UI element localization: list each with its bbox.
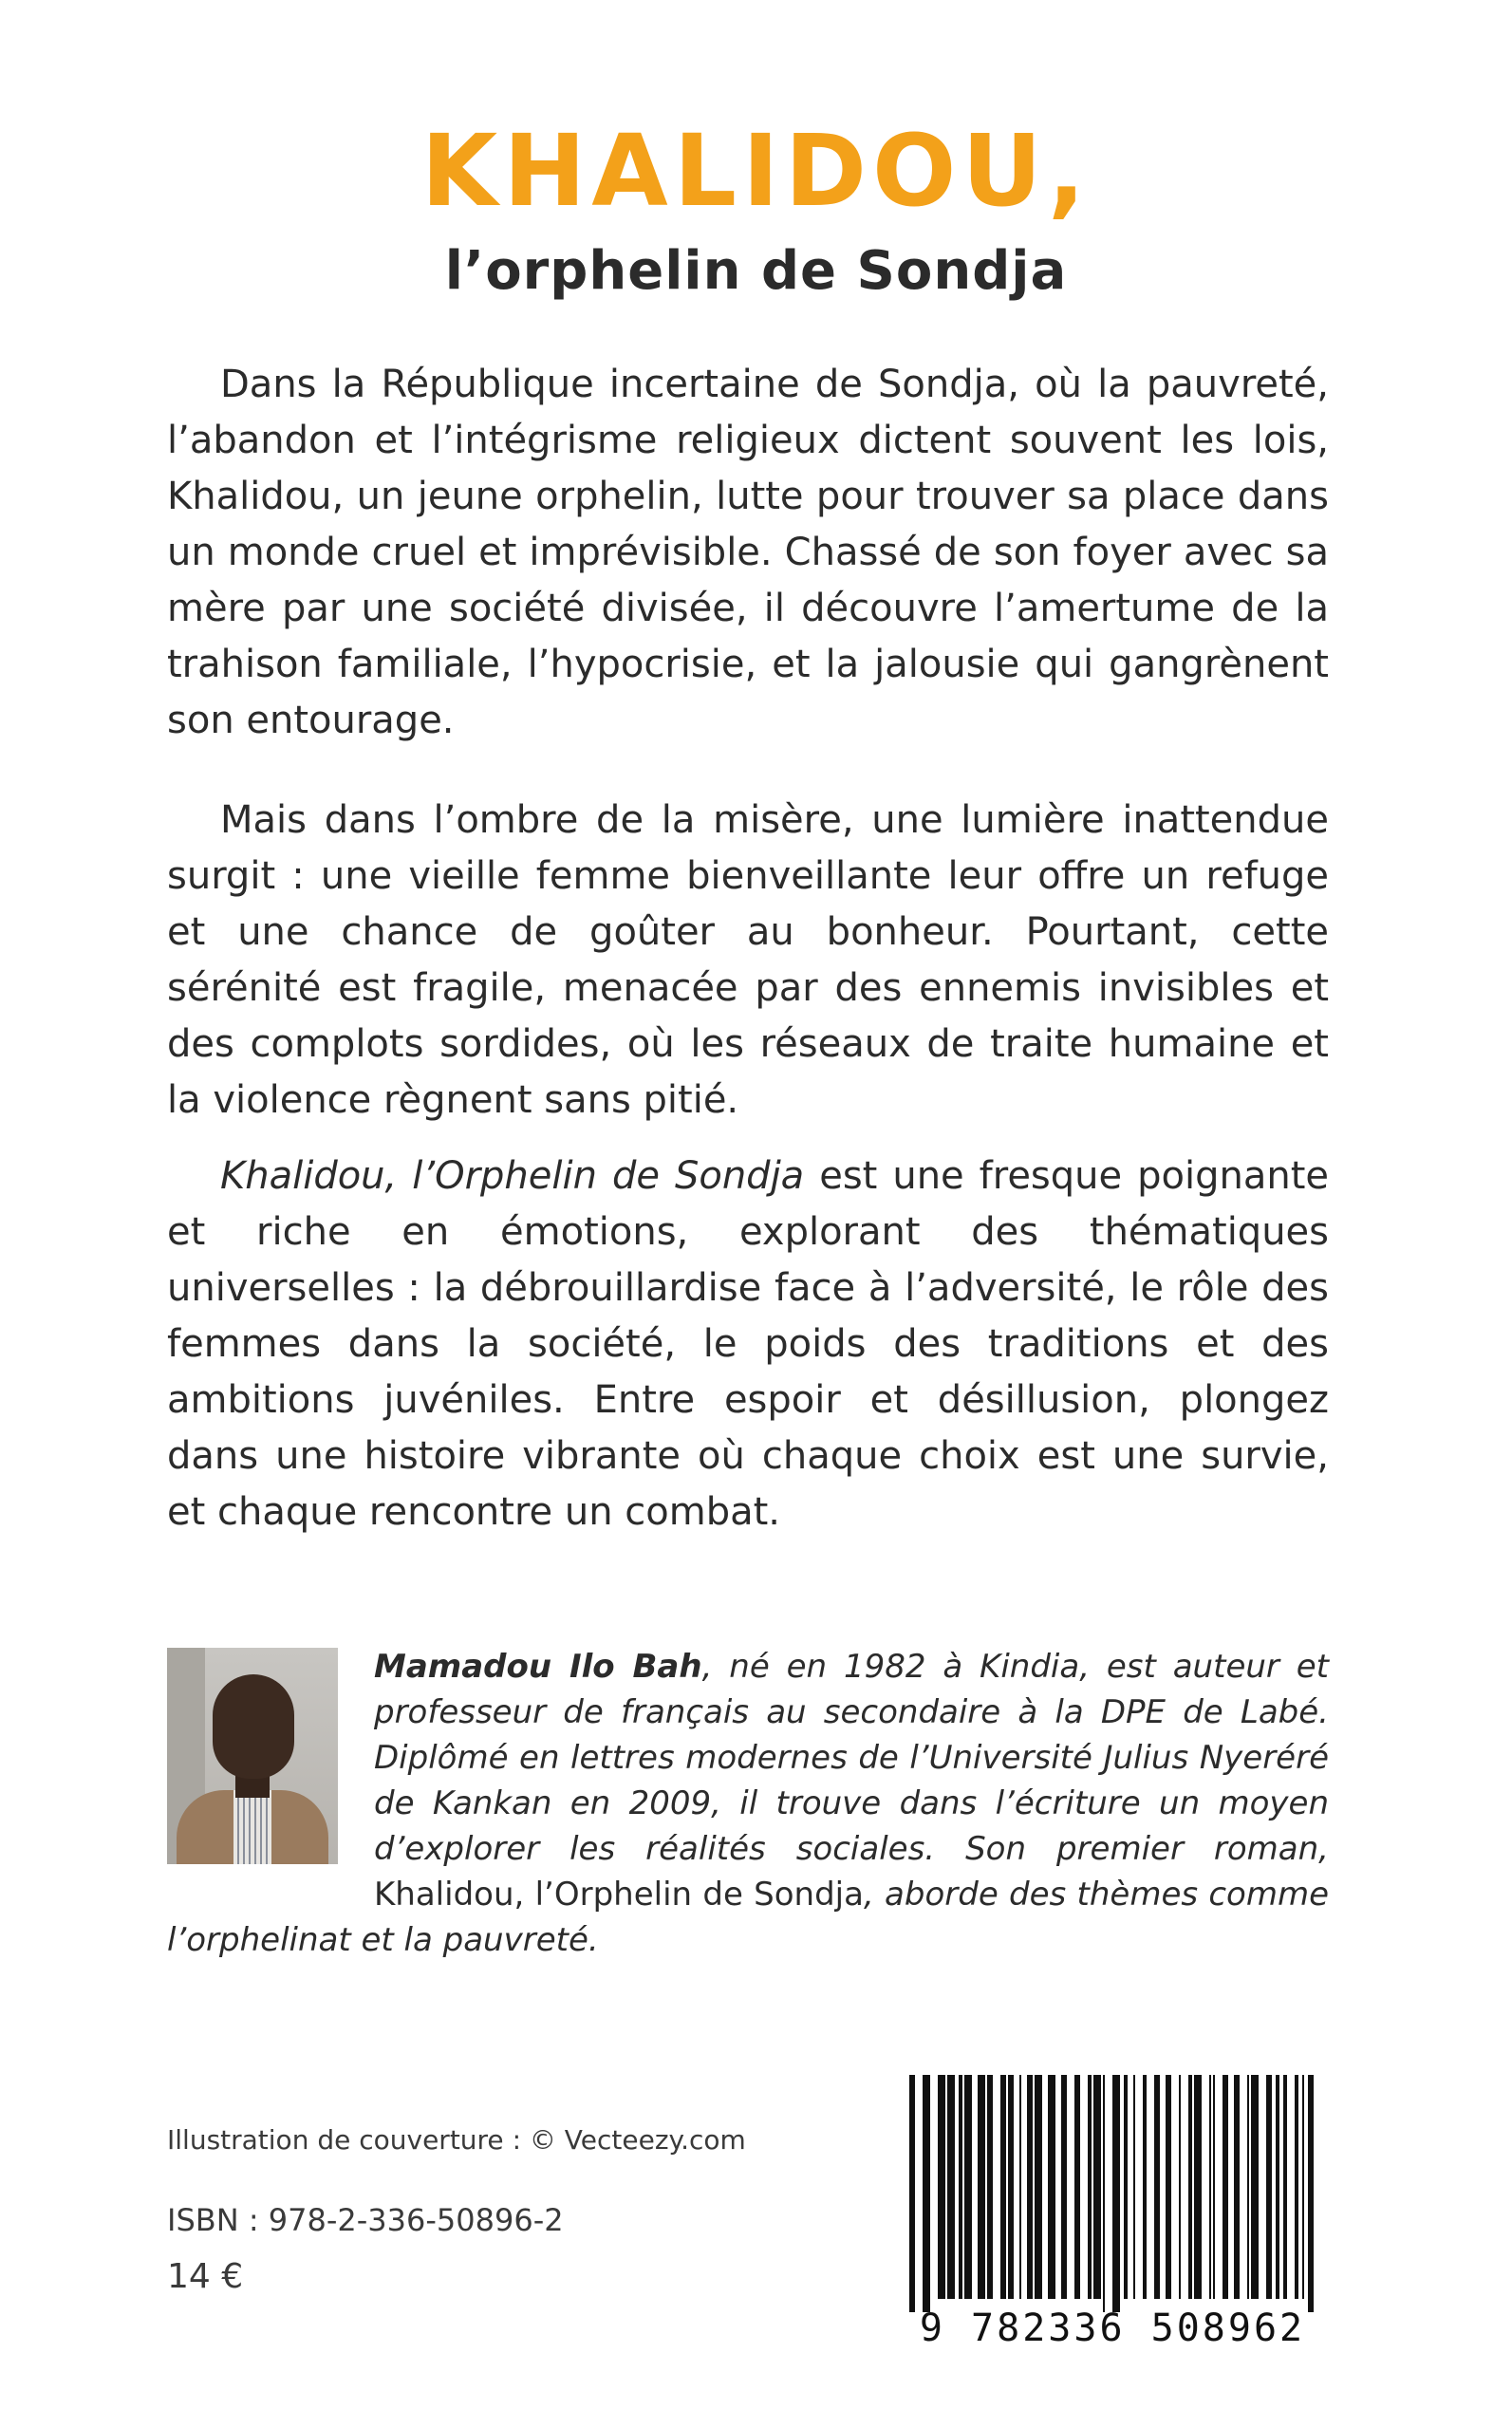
synopsis-paragraph-3-text: est une fresque poignante et riche en émotions, explorant des thématiques universelles : la débrouillardise face à l’adversité, le rôle des femmes dans la société, le poids des traditions et des ambitions juvéniles. Entre espoir et désillusion, plongez dans une histoire vibrante où chaque choix est une survie, et chaque rencontre un combat. xyxy=(167,1154,1330,1534)
barcode-bar xyxy=(1308,2075,1314,2312)
synopsis-paragraph-3 xyxy=(167,1148,1329,1541)
barcode-bar xyxy=(1266,2075,1272,2299)
barcode-digits: 9 782336 508962 xyxy=(919,2306,1306,2350)
barcode-bar xyxy=(1088,2075,1092,2299)
barcode-bar xyxy=(923,2075,930,2312)
barcode-bar xyxy=(1000,2075,1006,2299)
barcode-bar xyxy=(947,2075,955,2299)
barcode-bar xyxy=(1283,2075,1287,2299)
barcode-bar xyxy=(1124,2075,1128,2299)
barcode-bar xyxy=(1295,2075,1298,2299)
author-bio xyxy=(167,1644,1329,1963)
synopsis-paragraph-2: Mais dans l’ombre de la misère, une lumière inattendue surgit : une vieille femme bienveillante leur offre un refuge et une chance de goûter au bonheur. Pourtant, cette sérénité est fragile, menacée par des ennemis invisibles et des complots sordides, où les réseaux de traite humaine et la violence règnent sans pitié. xyxy=(167,798,1329,1122)
barcode-bar xyxy=(964,2075,972,2299)
barcode-bar xyxy=(959,2075,962,2299)
author-bio-text-2: , aborde des thèmes comme l’orphelinat et la pauvreté. xyxy=(167,1876,1330,1959)
synopsis-paragraph-1: Dans la République incertaine de Sondja, où la pauvreté, l’abandon et l’intégrisme religieux dictent souvent les lois, Khalidou, un jeune orphelin, lutte pour trouver sa place dans un monde cruel et imprévisible. Chassé de son foyer avec sa mère par une société divisée, il découvre l’amertume de la trahison familiale, l’hypocrisie, et la jalousie qui gangrènent son entourage. xyxy=(167,363,1329,742)
barcode-bar xyxy=(1223,2075,1228,2299)
barcode-bar xyxy=(1035,2075,1042,2299)
photo-spacer xyxy=(167,1644,374,1881)
barcode-bar xyxy=(909,2075,915,2312)
isbn: ISBN : 978-2-336-50896-2 xyxy=(167,2202,564,2238)
barcode-bar xyxy=(1179,2075,1181,2299)
barcode-bar xyxy=(1276,2075,1279,2299)
barcode-bar xyxy=(1251,2075,1259,2299)
barcode-bar xyxy=(1008,2075,1014,2299)
barcode-bar xyxy=(1143,2075,1147,2299)
author-book-title: Khalidou, l’Orphelin de Sondja xyxy=(374,1876,864,1914)
barcode-bar xyxy=(1112,2075,1120,2312)
barcode-bar xyxy=(1027,2075,1033,2299)
book-title-reference: Khalidou, l’Orphelin de Sondja xyxy=(220,1154,805,1198)
barcode-bar xyxy=(1247,2075,1249,2299)
barcode-bar xyxy=(1048,2075,1055,2299)
barcode-bar xyxy=(1302,2075,1304,2299)
barcode-bar xyxy=(1188,2075,1192,2299)
barcode-bar xyxy=(1019,2075,1021,2299)
barcode-bar xyxy=(1166,2075,1171,2299)
barcode-bars xyxy=(898,2075,1327,2312)
barcode-bar xyxy=(1103,2075,1105,2312)
author-name: Mamadou Ilo Bah xyxy=(374,1648,702,1686)
barcode-bar xyxy=(1074,2075,1080,2299)
barcode-bar xyxy=(987,2075,993,2299)
illustration-credit: Illustration de couverture : © Vecteezy.com xyxy=(167,2124,746,2156)
author-bio-text-1: , né en 1982 à Kindia, est auteur et professeur de français au secondaire à la DPE de Labé. Diplômé en lettres modernes de l’Université Julius Nyeréré de Kankan en 2009, il trouve dans l’écriture un moyen d’explorer les réalités sociales. Son premier roman, xyxy=(374,1648,1330,1868)
barcode-bar xyxy=(1209,2075,1211,2299)
barcode xyxy=(898,2075,1327,2360)
barcode-bar xyxy=(1154,2075,1160,2299)
book-title: KHALIDOU, xyxy=(420,113,1092,229)
barcode-bar xyxy=(1093,2075,1101,2299)
book-subtitle: l’orphelin de Sondja xyxy=(444,240,1068,302)
barcode-bar xyxy=(978,2075,985,2299)
barcode-bar xyxy=(1061,2075,1067,2299)
barcode-bar xyxy=(1213,2075,1215,2299)
barcode-bar xyxy=(938,2075,945,2299)
price: 14 € xyxy=(167,2257,244,2296)
barcode-bar xyxy=(1194,2075,1202,2299)
barcode-bar xyxy=(1234,2075,1240,2299)
barcode-bar xyxy=(1133,2075,1135,2299)
